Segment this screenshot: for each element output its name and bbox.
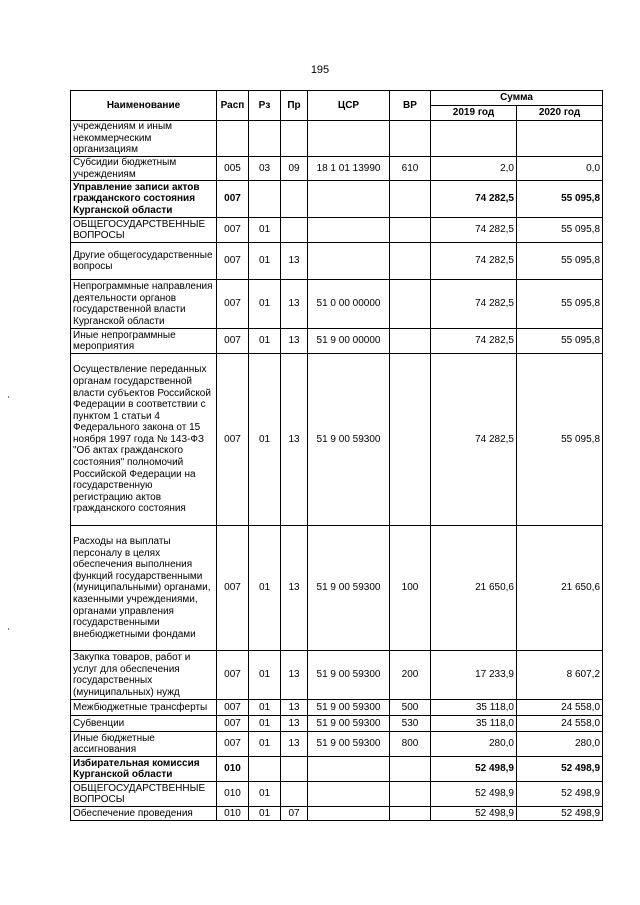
scan-mark	[8, 396, 9, 398]
row-2019: 35 118,0	[431, 700, 517, 716]
header-rasp: Расп	[217, 91, 249, 121]
table-row	[71, 121, 603, 157]
row-pr: 13	[281, 329, 308, 354]
row-name: Избирательная комиссия Курганской области	[71, 757, 217, 782]
row-csr: 51 9 00 59300	[308, 354, 390, 526]
row-rz: 01	[249, 243, 281, 280]
row-vr	[390, 757, 431, 782]
row-rasp: 010	[217, 807, 249, 821]
row-csr	[308, 218, 390, 243]
row-vr	[390, 181, 431, 218]
row-pr	[281, 121, 308, 157]
row-name: Обеспечение проведения	[71, 807, 217, 821]
row-csr: 51 9 00 59300	[308, 651, 390, 700]
row-vr	[390, 121, 431, 157]
row-csr: 51 0 00 00000	[308, 280, 390, 329]
row-pr: 13	[281, 716, 308, 732]
row-csr: 51 9 00 59300	[308, 700, 390, 716]
row-2019: 35 118,0	[431, 716, 517, 732]
row-rz: 01	[249, 732, 281, 757]
header-sum: Сумма	[431, 91, 603, 106]
row-2020: 0,0	[517, 157, 603, 181]
row-name: Закупка товаров, работ и услуг для обеспечения государственных (муниципальных) нужд	[71, 651, 217, 700]
row-2019: 280,0	[431, 732, 517, 757]
row-name: Субвенции	[71, 716, 217, 732]
row-pr: 13	[281, 243, 308, 280]
row-csr: 51 9 00 59300	[308, 732, 390, 757]
row-vr: 200	[390, 651, 431, 700]
table-row	[71, 732, 603, 757]
row-pr: 09	[281, 157, 308, 181]
row-vr: 800	[390, 732, 431, 757]
row-2019: 74 282,5	[431, 280, 517, 329]
row-rz: 01	[249, 354, 281, 526]
row-csr: 51 9 00 00000	[308, 329, 390, 354]
row-pr: 07	[281, 807, 308, 821]
row-pr	[281, 181, 308, 218]
row-rz: 01	[249, 807, 281, 821]
row-name: Осуществление переданных органам государственной власти субъектов Российской Федерации в соответствии с пунктом 1 статьи 4 Федерального закона от 15 ноября 1997 года № 143-ФЗ "Об актах гражданского состояния" полномочий Российской Федерации на государственную регистрацию актов гражданского состояния	[71, 354, 217, 526]
row-rasp: 007	[217, 526, 249, 651]
row-2020: 280,0	[517, 732, 603, 757]
header-2020: 2020 год	[517, 106, 603, 121]
row-rasp: 010	[217, 782, 249, 807]
row-vr	[390, 782, 431, 807]
table-row	[71, 716, 603, 732]
row-2020: 24 558,0	[517, 700, 603, 716]
budget-table	[70, 90, 603, 821]
header-pr: Пр	[281, 91, 308, 121]
row-pr: 13	[281, 526, 308, 651]
row-vr	[390, 354, 431, 526]
page-number: 195	[310, 64, 330, 76]
row-pr	[281, 757, 308, 782]
row-rasp: 005	[217, 157, 249, 181]
row-rasp: 007	[217, 329, 249, 354]
row-name: Управление записи актов гражданского состояния Курганской области	[71, 181, 217, 218]
table-row	[71, 700, 603, 716]
row-csr	[308, 782, 390, 807]
row-name: Иные непрограммные мероприятия	[71, 329, 217, 354]
row-vr: 100	[390, 526, 431, 651]
row-2020: 55 095,8	[517, 218, 603, 243]
header-vr: ВР	[390, 91, 431, 121]
row-csr	[308, 243, 390, 280]
table-row	[71, 157, 603, 181]
row-vr	[390, 218, 431, 243]
row-2020	[517, 121, 603, 157]
row-rz	[249, 181, 281, 218]
row-rz	[249, 121, 281, 157]
row-pr: 13	[281, 651, 308, 700]
table-row	[71, 243, 603, 280]
row-2020: 8 607,2	[517, 651, 603, 700]
row-rz: 01	[249, 651, 281, 700]
row-vr: 500	[390, 700, 431, 716]
row-rasp: 007	[217, 716, 249, 732]
table-row	[71, 329, 603, 354]
row-rz: 01	[249, 329, 281, 354]
row-name: ОБЩЕГОСУДАРСТВЕННЫЕ ВОПРОСЫ	[71, 782, 217, 807]
row-vr	[390, 243, 431, 280]
row-name: Непрограммные направления деятельности органов государственной власти Курганской области	[71, 280, 217, 329]
row-name: Межбюджетные трансферты	[71, 700, 217, 716]
row-pr	[281, 218, 308, 243]
row-vr	[390, 280, 431, 329]
table-row	[71, 181, 603, 218]
table-row	[71, 651, 603, 700]
row-2019: 17 233,9	[431, 651, 517, 700]
row-vr: 530	[390, 716, 431, 732]
table-row	[71, 526, 603, 651]
row-pr: 13	[281, 280, 308, 329]
row-name: ОБЩЕГОСУДАРСТВЕННЫЕ ВОПРОСЫ	[71, 218, 217, 243]
scan-mark	[8, 628, 9, 630]
row-2020: 55 095,8	[517, 354, 603, 526]
row-2019: 74 282,5	[431, 354, 517, 526]
row-2020: 55 095,8	[517, 280, 603, 329]
row-2019: 74 282,5	[431, 218, 517, 243]
row-vr: 610	[390, 157, 431, 181]
row-2019: 74 282,5	[431, 181, 517, 218]
header-rz: Рз	[249, 91, 281, 121]
row-csr: 51 9 00 59300	[308, 526, 390, 651]
table-body	[71, 121, 603, 821]
row-2019: 21 650,6	[431, 526, 517, 651]
row-rasp: 007	[217, 218, 249, 243]
row-rz: 01	[249, 716, 281, 732]
row-rz: 03	[249, 157, 281, 181]
row-2020: 55 095,8	[517, 329, 603, 354]
row-rasp: 007	[217, 354, 249, 526]
row-2019	[431, 121, 517, 157]
row-rasp: 007	[217, 700, 249, 716]
table-row	[71, 218, 603, 243]
row-pr: 13	[281, 732, 308, 757]
row-rz	[249, 757, 281, 782]
row-rz: 01	[249, 526, 281, 651]
row-2020: 24 558,0	[517, 716, 603, 732]
header-csr: ЦСР	[308, 91, 390, 121]
table-row	[71, 757, 603, 782]
row-csr: 51 9 00 59300	[308, 716, 390, 732]
row-rasp: 007	[217, 280, 249, 329]
row-2019: 2,0	[431, 157, 517, 181]
row-rasp: 007	[217, 651, 249, 700]
row-rz: 01	[249, 280, 281, 329]
row-csr: 18 1 01 13990	[308, 157, 390, 181]
row-2019: 74 282,5	[431, 243, 517, 280]
row-vr	[390, 329, 431, 354]
table-row	[71, 280, 603, 329]
row-rz: 01	[249, 218, 281, 243]
row-rasp: 007	[217, 732, 249, 757]
row-name: учреждениям и иным некоммерческим организациям	[71, 121, 217, 157]
row-rz: 01	[249, 700, 281, 716]
table-row	[71, 807, 603, 821]
row-rasp: 010	[217, 757, 249, 782]
row-2020: 52 498,9	[517, 757, 603, 782]
table-row	[71, 782, 603, 807]
header-name: Наименование	[71, 91, 217, 121]
row-2020: 55 095,8	[517, 181, 603, 218]
row-name: Иные бюджетные ассигнования	[71, 732, 217, 757]
row-csr	[308, 121, 390, 157]
table-row	[71, 354, 603, 526]
row-rasp	[217, 121, 249, 157]
row-2019: 52 498,9	[431, 807, 517, 821]
header-2019: 2019 год	[431, 106, 517, 121]
row-rz: 01	[249, 782, 281, 807]
row-rasp: 007	[217, 181, 249, 218]
row-pr: 13	[281, 354, 308, 526]
row-pr: 13	[281, 700, 308, 716]
row-2020: 52 498,9	[517, 782, 603, 807]
row-pr	[281, 782, 308, 807]
row-csr	[308, 757, 390, 782]
row-name: Субсидии бюджетным учреждениям	[71, 157, 217, 181]
row-rasp: 007	[217, 243, 249, 280]
row-name: Расходы на выплаты персоналу в целях обеспечения выполнения функций государственными (муниципальными) органами, казенными учреждениями, органами управления государственными внебюджетными фондами	[71, 526, 217, 651]
row-2019: 52 498,9	[431, 782, 517, 807]
row-vr	[390, 807, 431, 821]
row-2019: 74 282,5	[431, 329, 517, 354]
row-2019: 52 498,9	[431, 757, 517, 782]
row-name: Другие общегосударственные вопросы	[71, 243, 217, 280]
row-csr	[308, 807, 390, 821]
row-2020: 55 095,8	[517, 243, 603, 280]
row-2020: 21 650,6	[517, 526, 603, 651]
row-csr	[308, 181, 390, 218]
row-2020: 52 498,9	[517, 807, 603, 821]
